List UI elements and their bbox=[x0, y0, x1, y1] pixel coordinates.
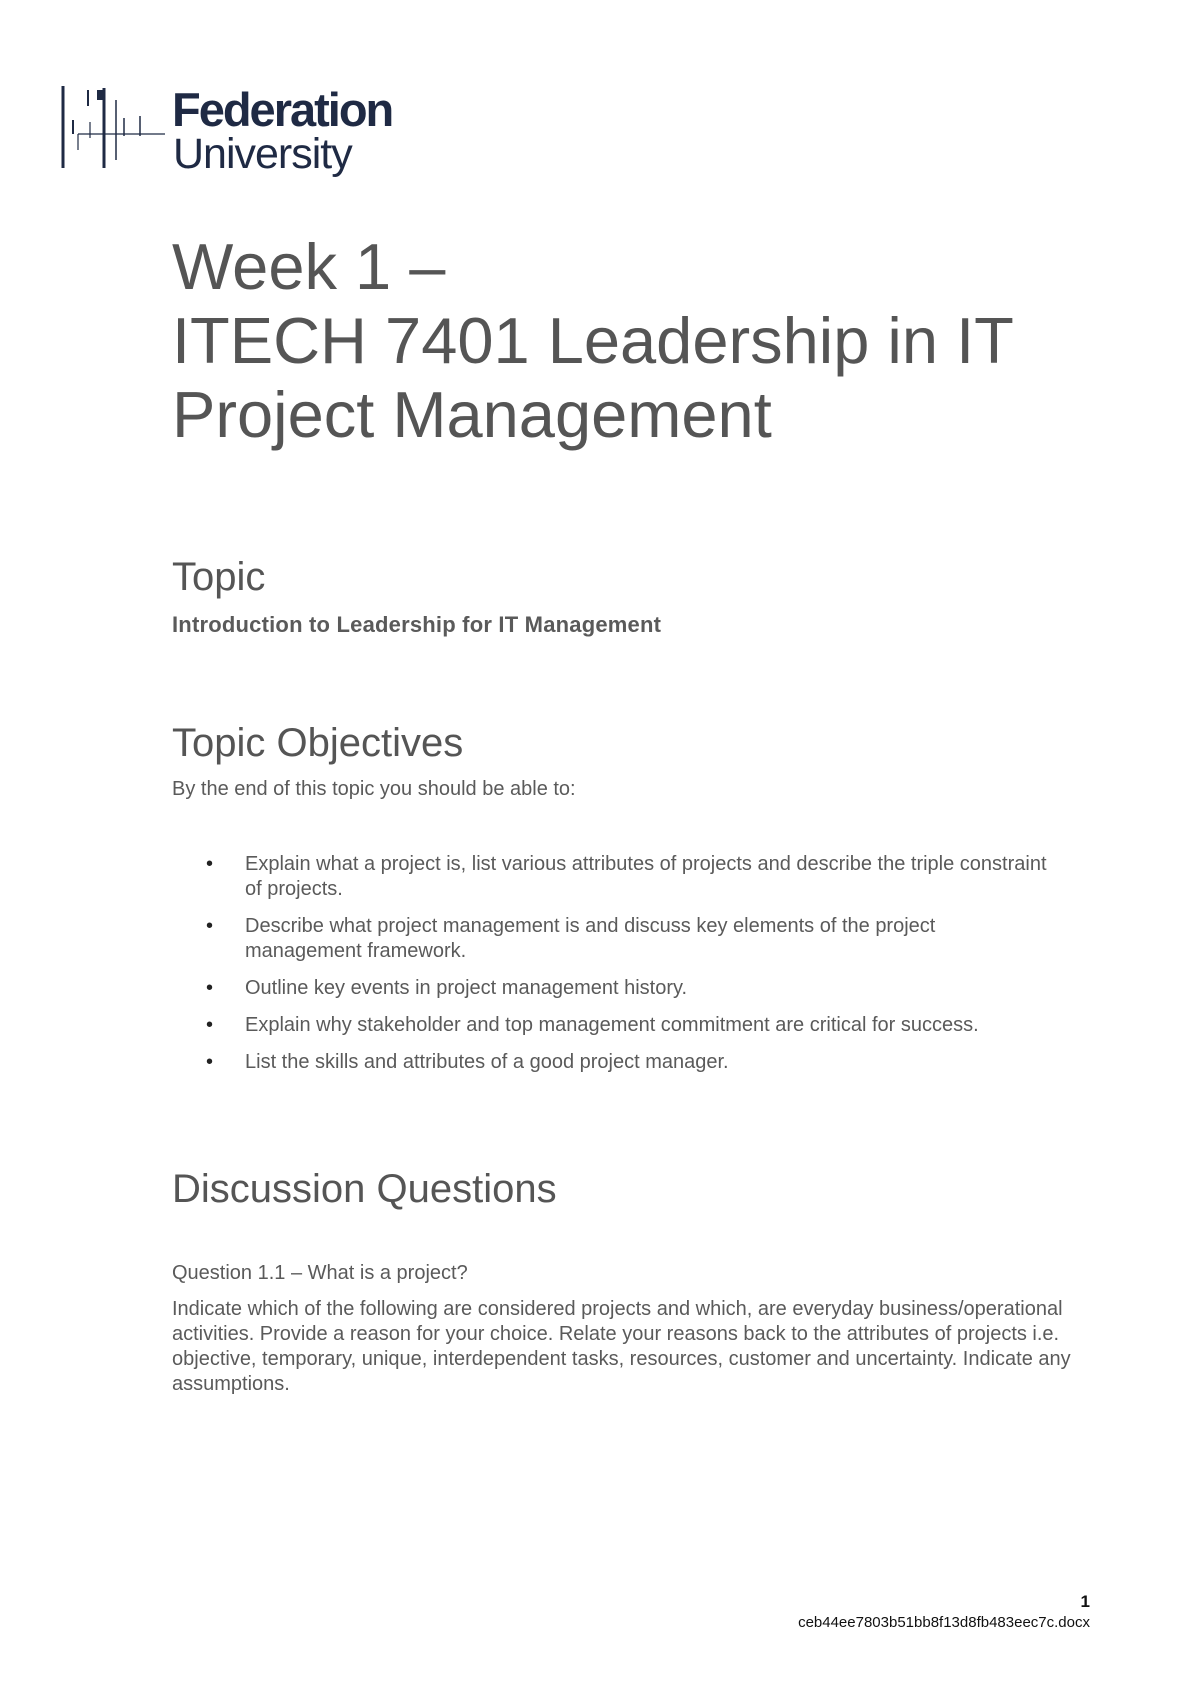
document-filename: ceb44ee7803b51bb8f13d8fb483eec7c.docx bbox=[798, 1614, 1090, 1631]
bullet-icon: • bbox=[206, 977, 214, 999]
logo-text-university: University bbox=[173, 130, 352, 178]
logo-text-federation: Federation bbox=[172, 83, 393, 136]
objective-text: Explain why stakeholder and top management commitment are critical for success. bbox=[245, 1014, 979, 1036]
objective-text: Explain what a project is, list various attributes of projects and describe the triple constraint of projects. bbox=[245, 853, 1047, 900]
logo-mark-icon bbox=[60, 84, 170, 174]
question-body: Indicate which of the following are considered projects and which, are everyday business/operational activities. Provide a reason for your choice. Relate your reasons back to the attributes of projects i.e. objective, temporary, unique, interdependent tasks, resources, customer and uncertainty. Indicate any assumptions. bbox=[172, 1298, 1071, 1395]
title-line-2: ITECH 7401 Leadership in IT bbox=[172, 304, 1014, 377]
document-title bbox=[172, 230, 1132, 452]
list-item bbox=[172, 1050, 1052, 1075]
topic-subtitle: Introduction to Leadership for IT Management bbox=[172, 612, 662, 637]
bullet-icon: • bbox=[206, 915, 214, 937]
objective-text: List the skills and attributes of a good project manager. bbox=[245, 1051, 729, 1073]
objective-text: Outline key events in project management history. bbox=[245, 977, 688, 999]
list-item bbox=[172, 1013, 1052, 1038]
list-item bbox=[172, 852, 1052, 902]
objectives-heading: Topic Objectives bbox=[172, 721, 464, 765]
page-number: 1 bbox=[1080, 1592, 1090, 1611]
question-title: Question 1.1 – What is a project? bbox=[172, 1262, 468, 1284]
discussion-heading: Discussion Questions bbox=[172, 1167, 557, 1211]
bullet-icon: • bbox=[206, 1014, 214, 1036]
objective-text: Describe what project management is and discuss key elements of the project management framework. bbox=[245, 915, 936, 962]
title-line-3: Project Management bbox=[172, 378, 772, 451]
list-item bbox=[172, 976, 1052, 1001]
bullet-icon: • bbox=[206, 853, 214, 875]
title-line-1: Week 1 – bbox=[172, 230, 446, 303]
objectives-list bbox=[172, 852, 1052, 1087]
objectives-intro: By the end of this topic you should be able to: bbox=[172, 778, 576, 800]
bullet-icon: • bbox=[206, 1051, 214, 1073]
topic-heading: Topic bbox=[172, 555, 266, 599]
federation-university-logo bbox=[60, 84, 420, 184]
list-item bbox=[172, 914, 1052, 964]
